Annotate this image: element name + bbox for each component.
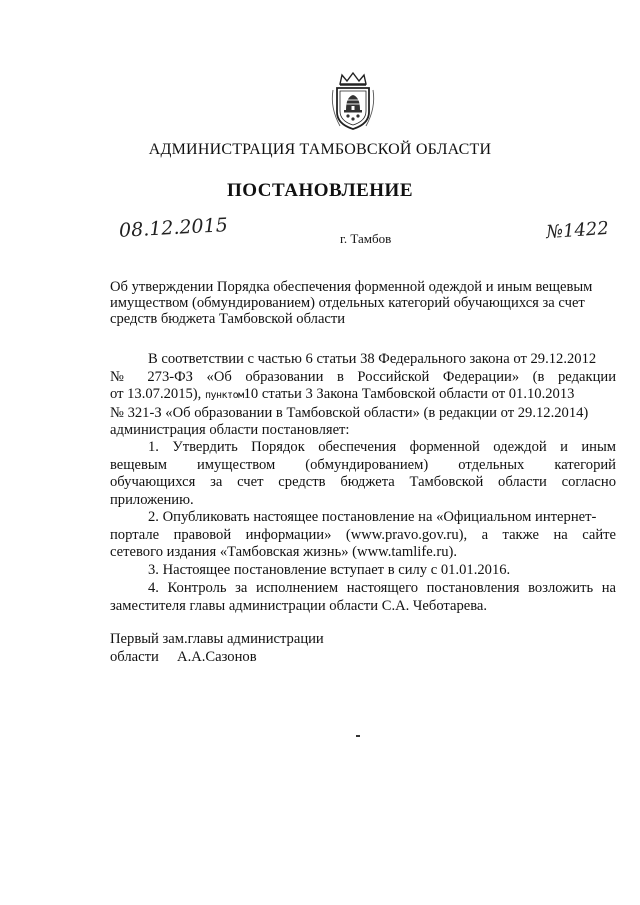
inserted-word: пунктом bbox=[204, 390, 244, 402]
city: г. Тамбов bbox=[340, 231, 392, 246]
item-line: 3. Настоящее постановление вступает в силу с 01.01.2016. bbox=[148, 562, 511, 578]
item-line: заместителя главы администрации области С.А. Чеботарева. bbox=[110, 597, 488, 614]
item-4 bbox=[110, 580, 616, 615]
organization-title: АДМИНИСТРАЦИЯ ТАМБОВСКОЙ ОБЛАСТИ bbox=[148, 141, 492, 158]
item-line: обучающихся за счет средств бюджета Тамбовской области согласно bbox=[110, 474, 616, 491]
preamble-line: от 13.07.2015), пунктом10 статьи 3 Закона Тамбовской области от 01.10.2013 bbox=[110, 386, 575, 403]
preamble-line: № 273-ФЗ «Об образовании в Российской Федерации» (в редакции bbox=[110, 368, 616, 385]
signature-block bbox=[110, 631, 324, 666]
scan-speck bbox=[356, 735, 360, 737]
preamble bbox=[110, 351, 616, 440]
handwritten-date: 08.12.2015 bbox=[118, 214, 229, 242]
subject-line: средств бюджета Тамбовской области bbox=[110, 311, 346, 327]
item-2 bbox=[110, 509, 616, 562]
preamble-line: № 321-З «Об образовании в Тамбовской области» (в редакции от 29.12.2014) bbox=[110, 404, 589, 421]
item-line: 2. Опубликовать настоящее постановление на «Официальном интернет- bbox=[148, 509, 597, 525]
document-subject bbox=[110, 279, 620, 327]
item-1 bbox=[110, 439, 616, 509]
item-line: портале правовой информации» (www.pravo.gov.ru), а также на сайте bbox=[110, 526, 616, 543]
item-3 bbox=[110, 562, 616, 580]
item-line: 4. Контроль за исполнением настоящего постановления возложить на bbox=[148, 580, 616, 596]
subject-line: Об утверждении Порядка обеспечения форменной одеждой и иным вещевым bbox=[110, 279, 593, 295]
subject-line: имуществом (обмундированием) отдельных категорий обучающихся за счет bbox=[110, 295, 585, 311]
item-line: 1. Утвердить Порядок обеспечения форменной одеждой и иным bbox=[148, 439, 616, 455]
signature-name: области А.А.Сазонов bbox=[110, 648, 257, 665]
preamble-line: администрация области постановляет: bbox=[110, 422, 350, 439]
coat-of-arms-icon bbox=[328, 70, 378, 132]
item-line: приложению. bbox=[110, 491, 194, 508]
signature-position: Первый зам.главы администрации bbox=[110, 631, 324, 647]
document-type: ПОСТАНОВЛЕНИЕ bbox=[226, 180, 414, 201]
preamble-line: В соответствии с частью 6 статьи 38 Федерального закона от 29.12.2012 bbox=[148, 351, 597, 367]
item-line: вещевым имуществом (обмундированием) отдельных категорий bbox=[110, 456, 616, 473]
handwritten-number: №1422 bbox=[545, 217, 610, 244]
item-line: сетевого издания «Тамбовская жизнь» (www.tamlife.ru). bbox=[110, 544, 457, 561]
